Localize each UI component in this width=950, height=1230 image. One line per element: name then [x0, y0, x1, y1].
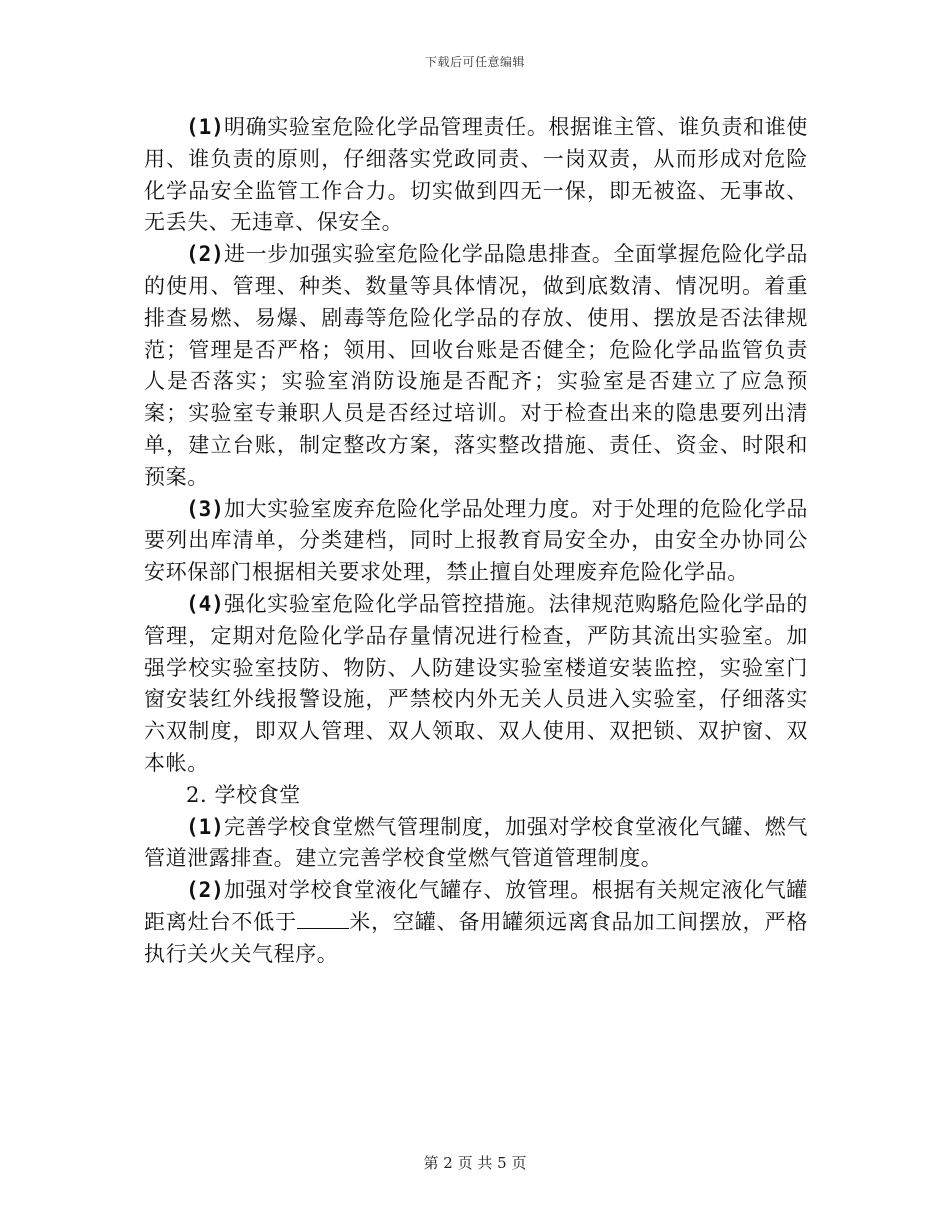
item-number: (4): [186, 591, 224, 616]
item-number: (1): [186, 115, 224, 139]
paragraph-1-4: [144, 589, 808, 780]
item-number: (1): [186, 814, 224, 839]
paragraph-2-1: [144, 812, 808, 876]
paragraph-text: 强化实验室危险化学品管控措施。法律规范购駱危险化学品的管理，定期对危险化学品存量情况进行检查，严防其流出实验室。加强学校实验室技防、物防、人防建设实验室楼道安装监控，实验室门窗安装红外线报警设施，严禁校内外无关人员进入实验室，仔细落实六双制度，即双人管理、双人领取、双人使用、双把锁、双护窗、双本帐。: [144, 591, 808, 775]
paragraph-text: 进一步加强实验室危险化学品隐患排查。全面掌握危险化学品的使用、管理、种类、数量等具体情况，做到底数清、情况明。着重排查易燃、易爆、剧毒等危险化学品的存放、使用、摆放是否法律规范；管理是否严格；领用、回收台账是否健全；危险化学品监管负责人是否落实；实验室消防设施是否配齐；实验室是否建立了应急预案；实验室专兼职人员是否经过培训。对于检查出来的隐患要列出清单，建立台账，制定整改方案，落实整改措施、责任、资金、时限和预案。: [144, 242, 808, 489]
paragraph-text: 明确实验室危险化学品管理责任。根据谁主管、谁负责和谁使用、谁负责的原则，仔细落实党政同责、一岗双责，从而形成对危险化学品安全监管工作合力。切实做到四无一保，即无被盗、无事故、无丢失、无违章、保安全。: [144, 115, 808, 235]
paragraph-text-after-blank: 米，空罐、备用罐须远离食品加工间摆放，严格执行关火关气程序。: [144, 909, 808, 966]
document-body: [144, 112, 808, 971]
item-number: (3): [186, 496, 224, 521]
page-number-footer: 第 2 页 共 5 页: [423, 1154, 527, 1172]
paragraph-1-3: [144, 494, 808, 589]
page-header: 下载后可任意编辑: [424, 55, 525, 69]
paragraph-1-2: [144, 239, 808, 493]
paragraph-1-1: [144, 112, 808, 239]
section-heading-canteen: 2. 学校食堂: [186, 782, 301, 807]
paragraph-text: 加大实验室废弃危险化学品处理力度。对于处理的危险化学品要列出库清单，分类建档，同时上报教育局安全办，由安全办协同公安环保部门根据相关要求处理，禁止擅自处理废弃危险化学品。: [144, 496, 808, 585]
paragraph-2-2: [144, 875, 808, 970]
fill-in-blank: [297, 908, 349, 929]
paragraph-text: 完善学校食堂燃气管理制度，加强对学校食堂液化气罐、燃气管道泄露排查。建立完善学校食堂燃气管道管理制度。: [144, 814, 808, 871]
item-number: (2): [186, 878, 224, 903]
paragraph-text-before-blank: 加强对学校食堂液化气罐存、放管理。根据有关规定液化气罐距离灶台不低于: [144, 878, 808, 934]
item-number: (2): [186, 242, 224, 267]
